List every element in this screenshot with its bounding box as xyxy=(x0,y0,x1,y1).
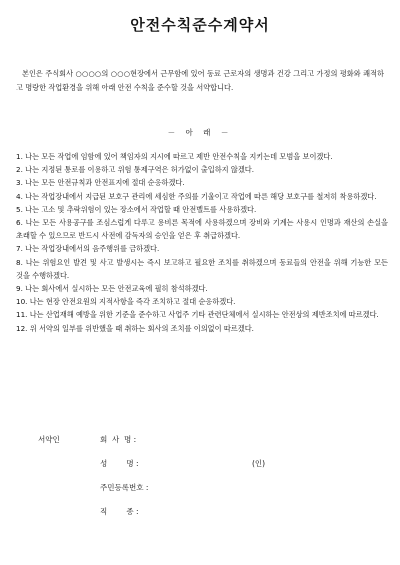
clause-item: 7. 나는 작업장내에서의 음주행위를 금하겠다. xyxy=(16,244,160,254)
clause-item: 5. 나는 고소 및 추락위험이 있는 장소에서 작업할 때 안전벨트를 사용하겠다. xyxy=(16,204,257,214)
clause-item: 9. 나는 회사에서 실시하는 모든 안전교육에 필히 참석하겠다. xyxy=(16,284,208,294)
clause-list xyxy=(16,150,388,335)
intro-paragraph: 본인은 주식회사 ○○○○의 ○○○현장에서 근무함에 있어 동료 근로자의 생명과 건강 그리고 가정의 평화와 쾌적하고 명랑한 작업환경을 위해 아래 안전 수칙을 준수할 것을 서약합니다. xyxy=(16,69,384,92)
clause-item: 8. 나는 위험요인 발견 및 사고 발생시는 즉시 보고하고 필요한 조치를 취하겠으며 동료들의 안전을 위해 기능한 모든 것을 수행하겠다. xyxy=(16,257,388,280)
job-position-label: 직 종 : xyxy=(100,507,139,516)
signer-label: 서약인 xyxy=(38,435,60,444)
section-heading: － 아 래 － xyxy=(167,128,233,137)
clause-item: 11. 나는 산업재해 예방을 위한 기준을 준수하고 사업주 기타 관련단체에서 실시하는 안전상의 제반조치에 따르겠다. xyxy=(16,310,379,320)
clause-item: 6. 나는 모든 사용공구를 조심스럽게 다루고 용비른 목적에 사용하겠으며 장비와 기계는 사용시 인명과 재산의 손실을 초래할 수 있으므로 반드시 사전에 감독자의 승인을 얻은 후 취급하겠다. xyxy=(16,218,388,241)
clause-item: 10. 나는 현장 안전요원의 지적사항을 즉각 조치하고 절대 순응하겠다. xyxy=(16,297,236,307)
seal-mark: (인) xyxy=(252,459,266,468)
document-title: 안전수칙준수계약서 xyxy=(130,16,270,34)
clause-item: 2. 나는 지정된 통로를 이용하고 위험 통제구역은 허가없이 출입하지 않겠다. xyxy=(16,165,255,175)
clause-item: 12. 위 서약의 일부를 위반했을 때 취하는 회사의 조치를 이의없이 따르겠다. xyxy=(16,323,254,333)
resident-id-label: 주민등록번호 : xyxy=(100,483,149,492)
company-name-label: 회 사 명 : xyxy=(100,435,137,444)
clause-item: 4. 나는 작업장내에서 지급된 보호구 관리에 세심한 주의를 기울이고 작업에 따른 해당 보호구를 철저히 착용하겠다. xyxy=(16,191,377,201)
clause-item: 3. 나는 모든 안전규칙과 안전표지에 절대 순응하겠다. xyxy=(16,178,185,188)
clause-item: 1. 나는 모든 작업에 임함에 있어 책임자의 지시에 따르고 제반 안전수칙을 지키는데 모범을 보이겠다. xyxy=(16,152,333,161)
name-label: 성 명 : xyxy=(100,459,139,468)
